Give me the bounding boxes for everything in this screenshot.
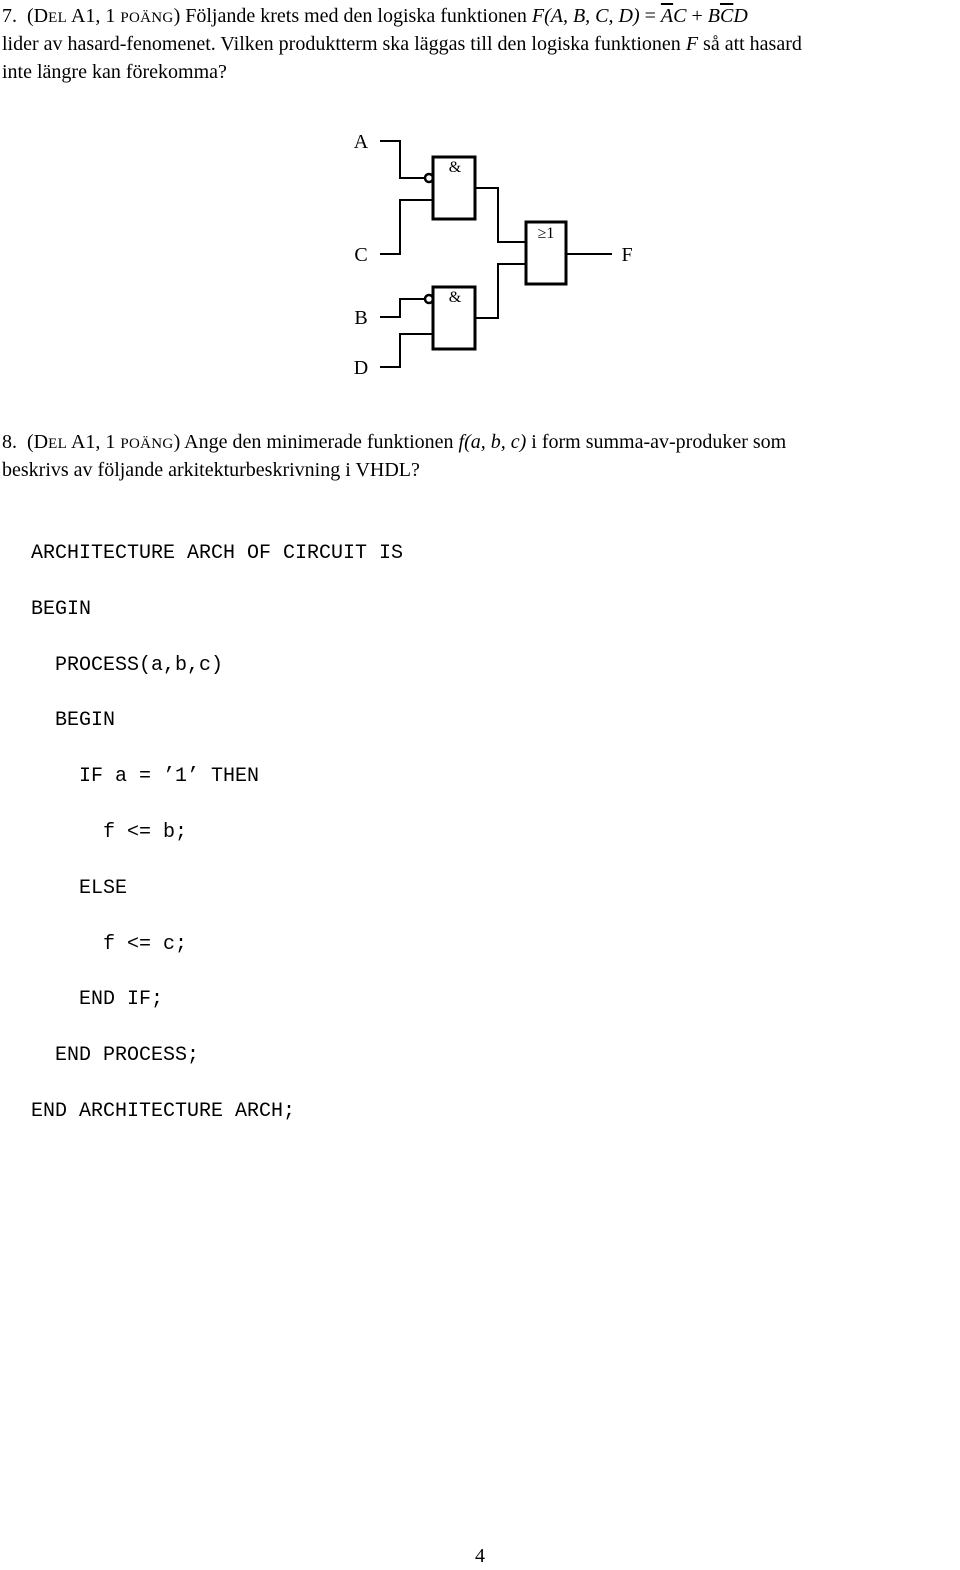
input-label-a: A (353, 131, 369, 153)
question-8-line-1: 8. (DEL A1, 1 POÄNG) Ange den minimerade funktionen f(a, b, c) i form summa-av-produker som (2, 431, 787, 453)
and-gate-bottom-symbol: & (448, 289, 462, 306)
wire-b (380, 299, 425, 317)
question-number: 8. (2, 431, 17, 453)
question-7-line-1: 7. (DEL A1, 1 POÄNG) Följande krets med den logiska funktionen F(A, B, C, $D) = \overline{A}C + B\overline{C}D$ (2, 5, 748, 27)
wire-a (380, 141, 425, 178)
function-expression: F(A, B, C, D) (531, 5, 640, 27)
logic-circuit-diagram (0, 0, 960, 400)
input-label-c: C (354, 244, 368, 266)
or-gate-symbol: ≥1 (537, 225, 555, 242)
code-line: END PROCESS; (31, 1044, 200, 1068)
question-number: 7. (2, 5, 17, 27)
input-label-b: B (354, 307, 368, 329)
wire-and-bottom-out (475, 264, 526, 318)
code-line: IF a = ’1’ THEN (31, 765, 260, 789)
input-label-d: D (353, 357, 369, 379)
page-number: 4 (475, 1545, 485, 1567)
question-7-line-2: lider av hasard-fenomenet. Vilken produktterm ska läggas till den logiska funktionen F så att hasard (2, 33, 802, 55)
code-line: PROCESS(a,b,c) (31, 653, 224, 677)
code-line: BEGIN (31, 709, 116, 733)
code-line: END IF; (31, 988, 164, 1012)
code-line: f <= b; (31, 820, 188, 844)
question-8-line-2: beskrivs av följande arkitekturbeskrivning i VHDL? (2, 459, 420, 481)
wire-c (380, 200, 433, 254)
and-gate-top-symbol: & (448, 159, 462, 176)
code-line: BEGIN (31, 597, 92, 621)
wire-d (380, 334, 433, 367)
code-line: f <= c; (31, 932, 188, 956)
vhdl-code-block (31, 512, 403, 1154)
output-label-f: F (621, 244, 633, 266)
code-line: ARCHITECTURE ARCH OF CIRCUIT IS (31, 541, 404, 565)
question-7-line-3: inte längre kan förekomma? (2, 61, 227, 83)
wire-and-top-out (475, 188, 526, 242)
function-expression: f(a, b, c) (458, 431, 527, 453)
code-line: ELSE (31, 876, 128, 900)
code-line: END ARCHITECTURE ARCH; (31, 1100, 296, 1124)
